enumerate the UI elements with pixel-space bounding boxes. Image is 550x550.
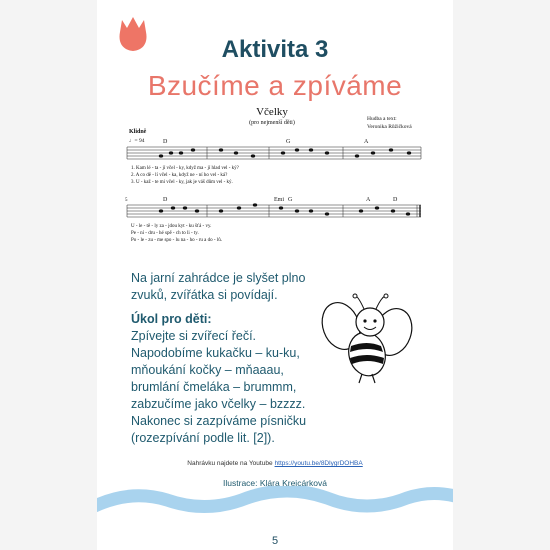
tempo-mark: ♩= 94 — [129, 138, 145, 144]
task-line: (rozezpívání podle lit. [2]). — [131, 431, 275, 445]
staff-system-2 — [125, 197, 421, 243]
task-line: Napodobíme kukačku – ku-ku, — [131, 346, 300, 360]
task-heading: Úkol pro děti: — [131, 312, 212, 326]
intro-paragraph: Na jarní zahrádce je slyšet plno zvuků, zvířátka si povídají. — [131, 271, 306, 302]
activity-subtitle: Bzučíme a zpíváme — [147, 70, 403, 101]
lyric-line: 1. Kam lé - ta - jí včel - ky, když ma - jí hlad vel - ký? — [131, 166, 239, 171]
activity-title: Aktivita 3 — [221, 36, 329, 63]
lyric-line: 2. A co dě - lí včel - ka, když ne - ní ho vel - ká? — [131, 173, 228, 178]
task-list — [131, 328, 331, 447]
recording-text: Nahrávku najdete na Youtube — [187, 460, 273, 467]
chord-label: A — [364, 139, 369, 145]
task-line: Nakonec si zazpíváme písničku — [131, 414, 307, 428]
staff-system-1 — [127, 139, 421, 185]
tempo-word: Klidně — [129, 129, 147, 135]
lyric-line: Po - le - zu - me spo - lu na - ho - ru a do - lů. — [131, 238, 222, 243]
sheet-music — [121, 105, 423, 249]
task-line: mňoukání kočky – mňaaau, — [131, 363, 284, 377]
measure-number: 5 — [125, 198, 128, 203]
chord-label: G — [286, 139, 291, 145]
lyric-line: U - le - tě - ly za - jdou kyt - ku šťá - vy. — [131, 224, 212, 229]
task-line: Zpívejte si zvířecí řečí. — [131, 329, 257, 343]
chord-label: G — [288, 197, 293, 203]
chord-label: Emi — [274, 197, 284, 203]
document-page — [97, 0, 453, 550]
song-title: Včelky — [256, 106, 288, 118]
credit-label: Hudba a text: — [367, 116, 397, 122]
chord-label: A — [366, 197, 371, 203]
credit-name: Veronika Růžičková — [367, 124, 412, 130]
recording-note — [97, 460, 453, 467]
page-number: 5 — [271, 535, 279, 547]
song-subtitle: (pro nejmenší děti) — [249, 120, 295, 126]
task-line: brumlání čmeláka – brummm, — [131, 380, 297, 394]
chord-label: D — [163, 197, 168, 203]
chord-label: D — [393, 197, 398, 203]
task-line: zabzučíme jako včelky – bzzzz. — [131, 397, 306, 411]
illustration-credit: Ilustrace: Klára Krejcárková — [223, 478, 327, 488]
chord-label: D — [163, 139, 168, 145]
wave-decoration — [97, 486, 453, 526]
lyric-line: 3. U - kaž - te mi včel - ky, jak je váš dům vel - ký. — [131, 180, 233, 185]
recording-link[interactable]: https://youtu.be/8DlygrDOHBA — [274, 460, 363, 467]
bee-illustration — [317, 288, 417, 388]
lyric-line: Pe - ní - dru - hé spě - ch to li - ty. — [131, 231, 199, 236]
